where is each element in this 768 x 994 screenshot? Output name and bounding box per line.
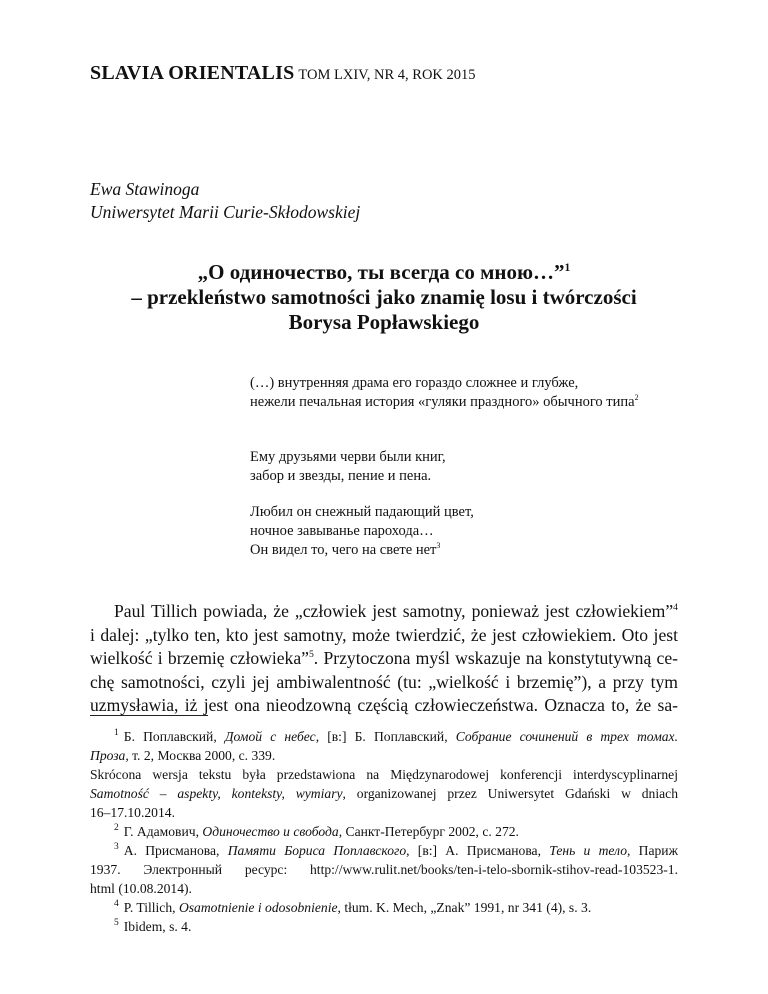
title-line-3: Borysa Popławskiego bbox=[288, 310, 480, 334]
epigraph-line: Ему друзьями черви были книг, bbox=[250, 449, 446, 465]
footnote-number: 2 bbox=[114, 823, 119, 834]
footnote-text: , т. 2, Москва 2000, с. 339. bbox=[125, 748, 276, 763]
footnote-text: , [в:] А. Присманова, bbox=[406, 843, 550, 858]
footnote-text: , organizowanej przez Uniwersytet Gdański w dniach bbox=[342, 786, 678, 801]
footnote-3 bbox=[90, 841, 678, 860]
epigraph-line bbox=[250, 393, 639, 412]
footnote-5 bbox=[90, 917, 678, 936]
footnotes bbox=[90, 727, 678, 936]
epigraph-line bbox=[250, 541, 474, 560]
epigraph-line-text: Он видел то, чего на свете нет bbox=[250, 542, 437, 558]
body-line-text: wielkość i brzemię człowieka” bbox=[90, 648, 309, 668]
footnote-text: Одиночество и свобода bbox=[202, 824, 339, 839]
body-line-text: Paul Tillich powiada, że „człowiek jest samotny, ponieważ jest człowiekiem” bbox=[114, 601, 674, 621]
footnote-text: Osamotnienie i odosobnienie bbox=[178, 900, 338, 915]
title-line-1-text: „О одиночество, ты всегда со мною…” bbox=[197, 260, 565, 284]
footnote-1-note: 16–17.10.2014. bbox=[90, 805, 175, 820]
footnote-divider bbox=[90, 715, 208, 716]
footnote-text: , [в:] Б. Поплавский, bbox=[315, 729, 456, 744]
body-line: chę samotności, czyli jej ambiwalentność (tu: „wielkość i brzemię”), a przy tym bbox=[90, 671, 678, 692]
article-title bbox=[90, 260, 678, 335]
epigraph-line: ночное завыванье парохода… bbox=[250, 523, 434, 539]
author-block bbox=[90, 178, 360, 224]
footnote-text: , Париж bbox=[627, 843, 678, 858]
footnote-number: 4 bbox=[114, 899, 119, 910]
footnote-text: , tłum. K. Mech, „Znak” 1991, nr 341 (4), s. 3. bbox=[337, 900, 592, 915]
body-line bbox=[90, 600, 678, 624]
title-line-1 bbox=[90, 260, 678, 285]
footnote-text: Тень и тело bbox=[549, 843, 627, 858]
footnote-2 bbox=[90, 822, 678, 841]
footnote-ref-5: 5 bbox=[308, 649, 314, 661]
journal-issue: TOM LXIV, NR 4, ROK 2015 bbox=[298, 67, 476, 83]
title-line-2: – przekleństwo samotności jako znamię losu i twórczości bbox=[131, 285, 637, 309]
footnote-1-note: Skrócona wersja tekstu była przedstawiona na Międzynarodowej konferencji interdyscyplinarnej bbox=[90, 767, 678, 782]
footnote-text: Ibidem, s. 4. bbox=[123, 919, 192, 934]
footnote-ref-1: 1 bbox=[564, 262, 571, 274]
footnote-3-cont: html (10.08.2014). bbox=[90, 881, 192, 896]
footnote-number: 5 bbox=[114, 918, 119, 929]
footnote-text: Собрание сочинений в трех томах. bbox=[455, 729, 678, 744]
footnote-text: , Санкт-Петербург 2002, с. 272. bbox=[338, 824, 519, 839]
body-line bbox=[90, 647, 678, 671]
footnote-1-cont bbox=[90, 746, 678, 765]
epigraph-3 bbox=[250, 503, 474, 560]
footnote-1 bbox=[90, 727, 678, 746]
footnote-ref-2: 2 bbox=[634, 393, 639, 403]
footnote-ref-3: 3 bbox=[436, 541, 441, 551]
epigraph-line: Любил он снежный падающий цвет, bbox=[250, 504, 474, 520]
body-line-text: . Przytoczona myśl wskazuje na konstytutywną ce- bbox=[313, 648, 678, 668]
footnote-text: А. Присманова, bbox=[123, 843, 228, 858]
footnote-text: Б. Поплавский, bbox=[123, 729, 225, 744]
footnote-text: P. Tillich, bbox=[123, 900, 179, 915]
footnote-ref-4: 4 bbox=[673, 602, 678, 614]
epigraph-line-text: нежели печальная история «гуляки праздного» обычного типа bbox=[250, 394, 635, 410]
footnote-text: Домой с небес bbox=[224, 729, 316, 744]
epigraph-2 bbox=[250, 448, 446, 486]
footnote-text: Samotność – aspekty, konteksty, wymiary bbox=[90, 786, 343, 801]
footnote-1-note bbox=[90, 784, 678, 803]
footnote-3-cont: 1937. Электронный ресурс: http://www.rulit.net/books/ten-i-telo-sbornik-stihov-read-103523-1. bbox=[90, 862, 678, 877]
footnote-number: 1 bbox=[114, 728, 119, 739]
journal-name: SLAVIA ORIENTALIS bbox=[90, 62, 295, 84]
author-name: Ewa Stawinoga bbox=[90, 179, 200, 199]
journal-header bbox=[90, 62, 476, 85]
epigraph-1 bbox=[250, 374, 639, 412]
body-line: i dalej: „tylko ten, kto jest samotny, może twierdzić, że jest człowiekiem. Oto jest bbox=[90, 624, 678, 645]
epigraph-line: забор и звезды, пение и пена. bbox=[250, 468, 432, 484]
epigraph-line: (…) внутренняя драма его гораздо сложнее и глубже, bbox=[250, 375, 579, 391]
body-text bbox=[90, 600, 678, 718]
footnote-4 bbox=[90, 898, 678, 917]
footnote-text: Проза bbox=[90, 748, 126, 763]
footnote-text: Памяти Бориса Поплавского bbox=[227, 843, 407, 858]
author-affiliation: Uniwersytet Marii Curie-Skłodowskiej bbox=[90, 202, 361, 222]
body-line: uzmysławia, iż jest ona nieodzowną częścią człowieczeństwa. Oznacza to, że sa- bbox=[90, 695, 678, 715]
footnote-text: Г. Адамович, bbox=[123, 824, 203, 839]
footnote-number: 3 bbox=[114, 842, 119, 853]
